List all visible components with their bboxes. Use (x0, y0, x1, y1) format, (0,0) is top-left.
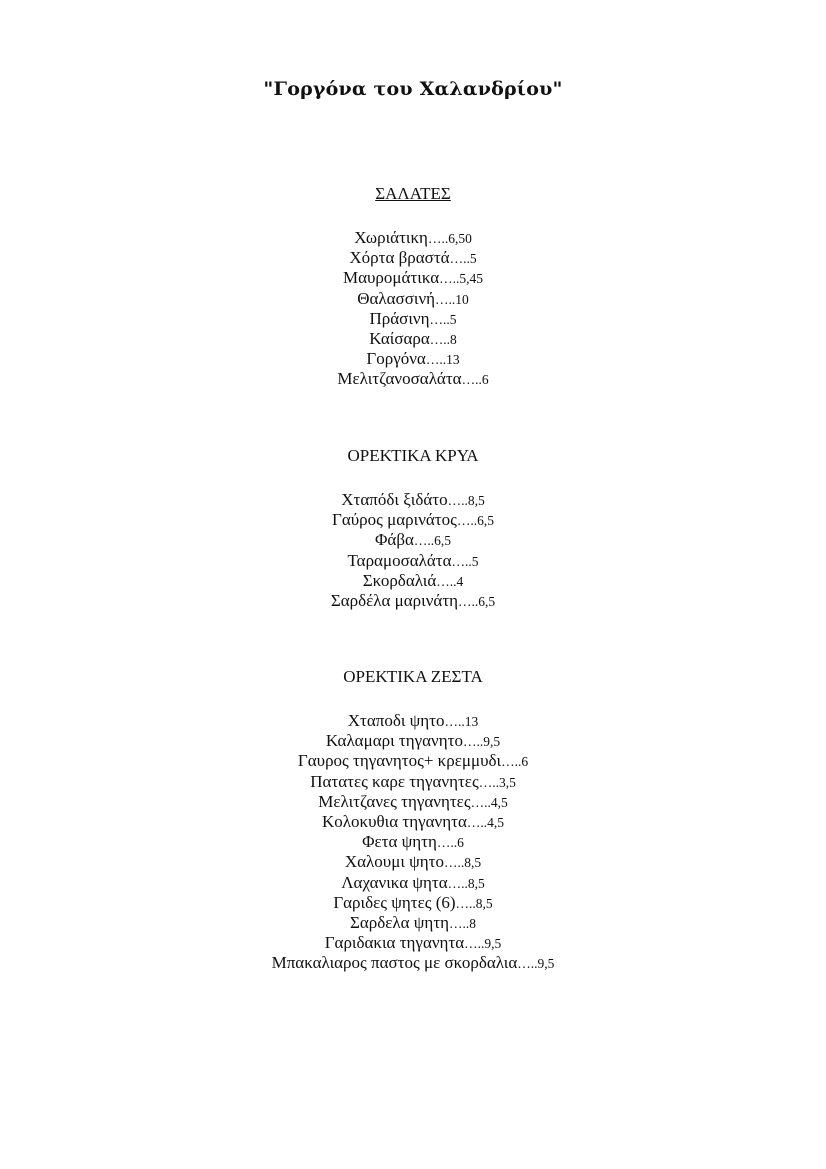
menu-item (0, 369, 826, 389)
menu-item-name: Κολοκυθια τηγανητα (322, 811, 467, 831)
menu-item (0, 873, 826, 893)
menu-item-price: 8 (469, 915, 477, 931)
section-heading-hot-appetizers: ΟΡΕΚΤΙΚΑ ΖΕΣΤΑ (343, 667, 483, 686)
menu-item-separator: ….. (436, 835, 458, 851)
menu-item-name: Χωριάτικη (354, 228, 428, 247)
hot-appetizers-list (0, 711, 826, 973)
menu-item (0, 772, 826, 792)
menu-item (0, 571, 826, 591)
menu-item-separator: ….. (427, 231, 449, 246)
menu-item-separator: ….. (466, 814, 488, 830)
section-cold-appetizers (0, 446, 826, 611)
menu-item-separator: ….. (429, 331, 451, 347)
menu-item (0, 751, 826, 771)
salads-list (0, 228, 826, 390)
menu-item (0, 510, 826, 530)
menu-item-price: 4 (456, 573, 464, 589)
menu-item-separator: ….. (435, 291, 456, 307)
menu-item (0, 309, 826, 329)
menu-item-price: 8,5 (464, 855, 482, 871)
menu-item-name: Θαλασσινή (357, 288, 436, 308)
menu-item-separator: ….. (449, 915, 470, 931)
menu-item-price: 6,5 (434, 533, 451, 549)
menu-item (0, 933, 826, 953)
menu-item (0, 913, 826, 933)
menu-item-price: 8 (450, 331, 457, 347)
menu-item-separator: ….. (439, 271, 460, 287)
menu-item-name: Γοργόνα (366, 349, 426, 369)
menu-item-name: Γαυρος τηγανητος+ κρεμμυδι (297, 751, 502, 771)
menu-item-name: Χαλουμι ψητο (344, 852, 445, 872)
menu-item (0, 731, 826, 751)
menu-item-name: Σκορδαλιά (362, 570, 437, 590)
menu-item-price: 6,5 (478, 593, 496, 609)
menu-item-separator: ….. (470, 794, 491, 810)
menu-item (0, 289, 826, 309)
menu-item-name: Φάβα (374, 530, 414, 550)
menu-item-price: 10 (455, 291, 469, 307)
menu-item-name: Χταποδι ψητο (347, 711, 445, 730)
menu-item-price: 8,5 (467, 875, 485, 891)
menu-item-separator: ….. (456, 513, 478, 529)
menu-item-name: Σαρδέλα μαρινάτη (330, 590, 459, 610)
menu-item-price: 6 (521, 754, 529, 770)
menu-item-separator: ….. (461, 372, 482, 388)
menu-item-name: Σαρδελα ψητη (349, 912, 450, 932)
section-heading-cold-appetizers: ΟΡΕΚΤΙΚΑ ΚΡΥΑ (347, 446, 479, 465)
menu-item (0, 530, 826, 550)
menu-item-price: 8,5 (475, 895, 493, 911)
menu-item-separator: ….. (429, 311, 450, 327)
menu-item-price: 6 (481, 372, 489, 388)
menu-item (0, 792, 826, 812)
section-hot-appetizers (0, 667, 826, 973)
menu-item (0, 591, 826, 611)
menu-item-price: 3,5 (498, 774, 516, 790)
menu-item (0, 349, 826, 369)
menu-item (0, 852, 826, 872)
menu-item (0, 268, 826, 288)
menu-item-name: Καλαμαρι τηγανητο (325, 731, 463, 751)
menu-item-price: 5 (449, 311, 457, 327)
menu-item-separator: ….. (447, 493, 468, 508)
menu-item-separator: ….. (444, 714, 465, 729)
menu-item-name: Μελιτζανοσαλάτα (337, 369, 462, 389)
menu-item-name: Μαυρομάτικα (342, 268, 440, 288)
menu-item (0, 953, 826, 973)
section-heading-salads: ΣΑΛΑΤΕΣ (375, 184, 451, 203)
menu-item-name: Χόρτα βραστά (349, 248, 450, 268)
menu-item-price: 8,5 (467, 493, 485, 508)
menu-item (0, 228, 826, 248)
menu-item-separator: ….. (462, 734, 484, 750)
menu-item-price: 6 (457, 835, 464, 851)
menu-item-separator: ….. (455, 895, 476, 911)
menu-item-name: Γαριδακια τηγανητα (324, 933, 465, 953)
menu-item-name: Πράσινη (369, 308, 430, 328)
menu-item-separator: ….. (436, 573, 457, 589)
menu-item-separator: ….. (451, 553, 472, 569)
cold-appetizers-list (0, 490, 826, 611)
menu-item-separator: ….. (444, 855, 465, 871)
menu-item (0, 490, 826, 510)
section-salads (0, 184, 826, 390)
menu-item-price: 4,5 (490, 794, 508, 810)
menu-item-name: Πατατες καρε τηγανητες (310, 771, 479, 791)
menu-item (0, 551, 826, 571)
menu-item-name: Καίσαρα (369, 328, 430, 348)
menu-item-name: Γαριδες ψητες (6) (333, 892, 456, 912)
menu-item-separator: ….. (517, 956, 538, 972)
menu-item-separator: ….. (447, 875, 468, 891)
menu-item-name: Χταπόδι ξιδάτο (341, 490, 448, 509)
menu-item (0, 812, 826, 832)
menu-item-price: 6,50 (448, 231, 472, 246)
menu-item-name: Λαχανικα ψητα (341, 872, 448, 892)
menu-item-separator: ….. (449, 251, 470, 267)
menu-item-separator: ….. (478, 774, 499, 790)
menu-item-name: Ταραμοσαλάτα (347, 550, 452, 570)
menu-item-separator: ….. (458, 593, 479, 609)
menu-item-separator: ….. (501, 754, 522, 770)
menu-item-price: 13 (446, 352, 460, 368)
menu-item-price: 4,5 (487, 814, 504, 830)
menu-item-price: 9,5 (484, 936, 502, 952)
menu-item-price: 5,45 (459, 271, 484, 287)
menu-item-name: Γαύρος μαρινάτος (332, 510, 457, 530)
restaurant-title: "Γοργόνα του Χαλανδρίου" (263, 78, 563, 100)
menu-item-name: Μελιτζανες τηγανητες (318, 791, 471, 811)
menu-item-separator: ….. (425, 352, 447, 368)
menu-item-price: 13 (464, 714, 479, 729)
menu-item-price: 6,5 (477, 513, 494, 529)
menu-item-name: Φετα ψητη (362, 832, 437, 852)
menu-item-separator: ….. (464, 936, 485, 952)
menu-item (0, 893, 826, 913)
menu-item (0, 711, 826, 731)
menu-item-price: 5 (469, 251, 477, 267)
menu-item-price: 9,5 (537, 956, 555, 972)
menu-item-separator: ….. (413, 533, 435, 549)
menu-item (0, 329, 826, 349)
menu-item-price: 9,5 (483, 734, 501, 750)
menu-item-name: Μπακαλιαρος παστος με σκορδαλια (271, 953, 518, 973)
menu-item (0, 832, 826, 852)
menu-item-price: 5 (471, 553, 479, 569)
menu-item (0, 248, 826, 268)
